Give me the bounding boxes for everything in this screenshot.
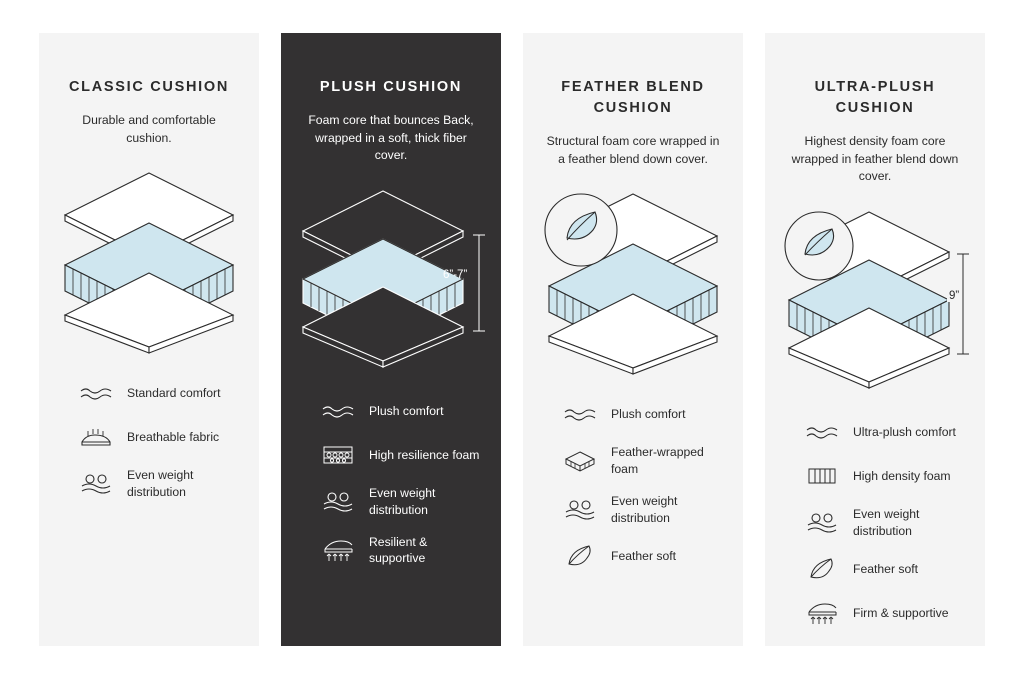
wave-icon xyxy=(803,418,841,446)
list-item xyxy=(803,418,965,446)
feature-label: Even weight distribution xyxy=(369,486,436,517)
wave-icon xyxy=(319,397,357,425)
card-feather-blend-cushion xyxy=(523,33,743,646)
feature-label: Plush comfort xyxy=(369,403,444,418)
card-description: Highest density foam core wrapped in feather blend down cover. xyxy=(791,134,959,184)
dimension-label: 6”-7” xyxy=(443,269,468,282)
feature-list-classic xyxy=(59,379,239,500)
cushion-diagram-feather-blend xyxy=(533,186,733,376)
page-title: CLASSIC CUSHION xyxy=(68,79,230,95)
weight-distribution-icon xyxy=(319,488,357,516)
resilience-grid-icon xyxy=(319,441,357,469)
list-item xyxy=(561,493,723,526)
list-item xyxy=(561,400,723,428)
page-title: FEATHER BLEND CUSHION xyxy=(561,79,705,117)
card-description: Foam core that bounces Back, wrapped in a soft, thick fiber cover. xyxy=(308,113,474,163)
list-item xyxy=(803,506,965,539)
feature-label: Plush comfort xyxy=(611,407,686,422)
card-classic-cushion xyxy=(39,33,259,646)
list-item xyxy=(803,462,965,490)
weight-distribution-icon xyxy=(77,470,115,498)
feature-label: Even weight distribution xyxy=(853,507,920,538)
feather-icon xyxy=(803,555,841,583)
card-plush-cushion xyxy=(281,33,501,646)
feature-label: Breathable fabric xyxy=(127,430,220,445)
feature-label: Even weight distribution xyxy=(127,468,194,499)
list-item xyxy=(77,423,239,451)
list-item xyxy=(803,599,965,627)
weight-distribution-icon xyxy=(561,496,599,524)
feature-label: Standard comfort xyxy=(127,386,221,401)
support-arrows-icon xyxy=(803,599,841,627)
cushion-diagram-ultra-plush xyxy=(775,204,975,394)
list-item xyxy=(77,467,239,500)
list-item xyxy=(319,485,481,518)
list-item xyxy=(319,397,481,425)
list-item xyxy=(561,444,723,477)
page-title: PLUSH CUSHION xyxy=(319,79,463,95)
dimension-bracket xyxy=(473,235,485,331)
feature-label: Feather soft xyxy=(853,561,919,576)
dimension-label: 9” xyxy=(949,290,960,303)
feather-wrapped-foam-icon xyxy=(561,447,599,475)
card-description: Structural foam core wrapped in a feather blend down cover. xyxy=(546,134,720,166)
list-item xyxy=(803,555,965,583)
wave-icon xyxy=(561,400,599,428)
support-arrows-icon xyxy=(319,536,357,564)
feature-label: Resilient & supportive xyxy=(369,535,428,566)
feature-label: High resilience foam xyxy=(369,447,480,462)
feather-icon xyxy=(561,542,599,570)
leaf-badge-icon xyxy=(785,212,853,280)
list-item xyxy=(319,534,481,567)
cushion-diagram-plush xyxy=(291,183,491,373)
density-bars-icon xyxy=(803,462,841,490)
list-item xyxy=(319,441,481,469)
wave-icon xyxy=(77,379,115,407)
feature-label: Feather soft xyxy=(611,549,677,564)
card-ultra-plush-cushion xyxy=(765,33,985,646)
feature-label: Even weight distribution xyxy=(611,494,678,525)
page-title: ULTRA-PLUSH CUSHION xyxy=(814,79,936,117)
leaf-badge-icon xyxy=(545,194,617,266)
breathable-fabric-icon xyxy=(77,423,115,451)
list-item xyxy=(561,542,723,570)
list-item xyxy=(77,379,239,407)
feature-list-feather-blend xyxy=(543,400,723,570)
cushion-diagram-classic xyxy=(49,165,249,355)
dimension-bracket xyxy=(957,254,969,354)
card-description: Durable and comfortable cushion. xyxy=(82,113,216,145)
feature-list-ultra-plush xyxy=(785,418,965,627)
feature-label: High density foam xyxy=(853,468,951,483)
feature-label: Ultra-plush comfort xyxy=(853,424,956,439)
feature-label: Firm & supportive xyxy=(853,605,949,620)
feature-label: Feather-wrapped foam xyxy=(611,445,704,476)
weight-distribution-icon xyxy=(803,509,841,537)
feature-list-plush xyxy=(301,397,481,567)
